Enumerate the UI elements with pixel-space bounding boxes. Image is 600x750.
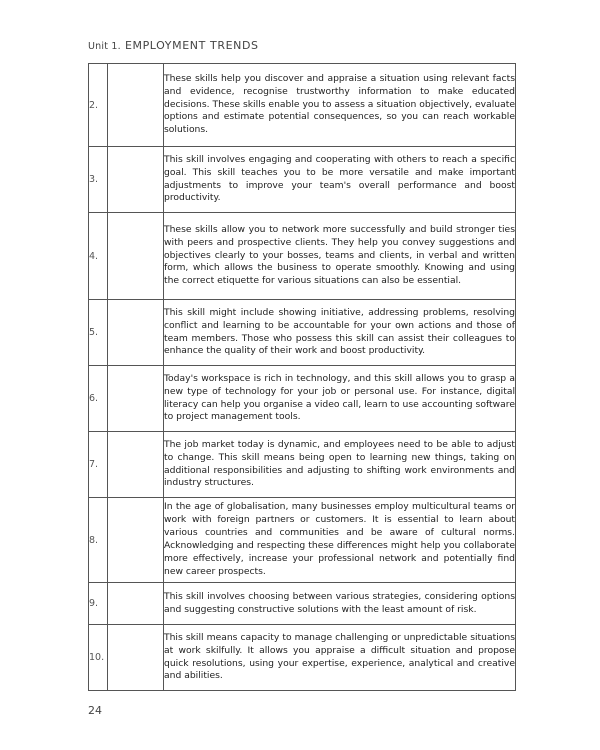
row-description: Today's workspace is rich in technology, and this skill allows you to grasp a new type of technology for your job or personal use. For instance, digital literacy can help you organise a video call, learn to use accounting software to project management tools. [164,366,516,432]
table-row [89,64,516,147]
row-description: The job market today is dynamic, and employees need to be able to adjust to change. This skill means being open to learning new things, taking on additional responsibilities and adjusting to shifting work environments and industry structures. [164,432,516,498]
unit-title: EMPLOYMENT TRENDS [124,39,259,52]
row-number: 9. [89,583,108,625]
row-description: This skill involves choosing between various strategies, considering options and suggesting constructive solutions with the least amount of risk. [164,583,516,625]
table-row [89,366,516,432]
row-description: This skill involves engaging and cooperating with others to reach a specific goal. This skill teaches you to be more versatile and make important adjustments to improve your team's overall performance and boost productivity. [164,147,516,213]
answer-cell[interactable] [108,366,164,432]
row-description: These skills allow you to network more successfully and build stronger ties with peers and prospective clients. They help you convey suggestions and objectives clearly to your bosses, teams and clients, in verbal and written form, which allows the business to operate smoothly. Knowing and using the correct etiquette for various situations can also be essential. [164,213,516,300]
answer-cell[interactable] [108,64,164,147]
table-row [89,147,516,213]
table-row [89,498,516,583]
row-number: 7. [89,432,108,498]
answer-cell[interactable] [108,625,164,691]
answer-cell[interactable] [108,147,164,213]
table-row [89,300,516,366]
skills-table [88,63,516,691]
running-header [88,39,259,52]
row-description: These skills help you discover and appraise a situation using relevant facts and evidence, recognise trustworthy information to make educated decisions. These skills enable you to assess a situation objectively, evaluate options and estimate potential consequences, so you can reach workable solutions. [164,64,516,147]
row-number: 8. [89,498,108,583]
table-row [89,213,516,300]
row-number: 5. [89,300,108,366]
answer-cell[interactable] [108,213,164,300]
row-description: This skill might include showing initiative, addressing problems, resolving conflict and learning to be accountable for your own actions and those of team members. Those who possess this skill can assist their colleagues to enhance the quality of their work and boost productivity. [164,300,516,366]
row-number: 4. [89,213,108,300]
row-number: 3. [89,147,108,213]
answer-cell[interactable] [108,432,164,498]
row-description: This skill means capacity to manage challenging or unpredictable situations at work skilfully. It allows you appraise a difficult situation and propose quick resolutions, using your expertise, experience, analytical and creative and abilities. [164,625,516,691]
answer-cell[interactable] [108,583,164,625]
answer-cell[interactable] [108,498,164,583]
unit-label: Unit 1. [88,41,121,52]
row-description: In the age of globalisation, many businesses employ multicultural teams or work with foreign partners or customers. It is essential to learn about various countries and communities and be aware of cultural norms. Acknowledging and respecting these differences might help you collaborate more effectively, increase your professional network and potentially find new career prospects. [164,498,516,583]
page-number: 24 [88,704,102,717]
table-row [89,583,516,625]
row-number: 2. [89,64,108,147]
row-number: 6. [89,366,108,432]
table-row [89,432,516,498]
row-number: 10. [89,625,108,691]
answer-cell[interactable] [108,300,164,366]
table-row [89,625,516,691]
